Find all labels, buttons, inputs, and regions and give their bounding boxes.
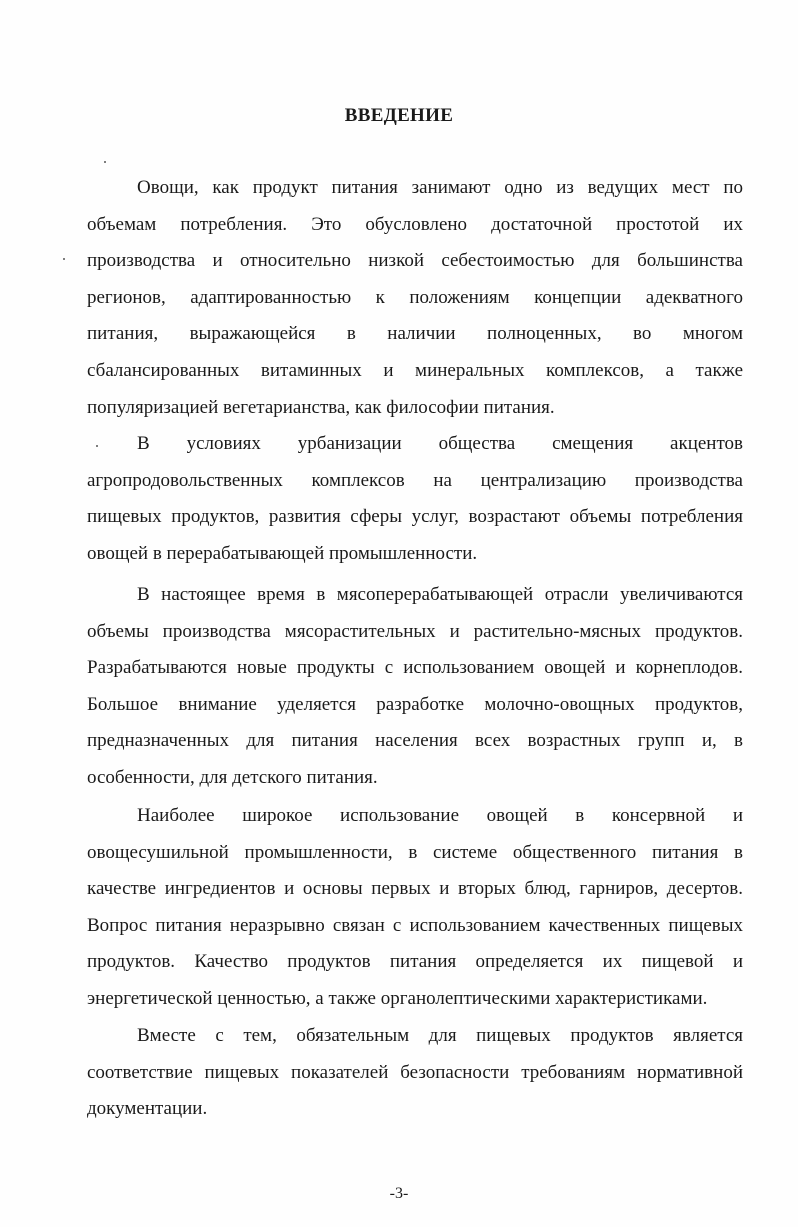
paragraph-line: продуктов. Качество продуктов питания определяется их пищевой и — [87, 951, 743, 973]
paragraph-line: Вопрос питания неразрывно связан с использованием качественных пищевых — [87, 914, 743, 936]
paragraph-line: объемам потребления. Это обусловлено достаточной простотой их — [87, 213, 743, 235]
paragraph-line: Большое внимание уделяется разработке молочно-овощных продуктов, — [87, 693, 743, 715]
page-title: ВВЕДЕНИЕ — [344, 105, 454, 126]
paragraph-line: производства и относительно низкой себестоимостью для большинства — [87, 250, 743, 272]
paragraph-line: предназначенных для питания населения всех возрастных групп и, в — [87, 730, 743, 752]
paragraph-4 — [87, 798, 743, 1018]
paragraph-line: документации. — [87, 1098, 208, 1120]
paragraph-line: соответствие пищевых показателей безопасности требованиям нормативной — [87, 1061, 743, 1083]
paragraph-line: популяризацией вегетарианства, как философии питания. — [87, 396, 555, 418]
paragraph-3 — [87, 577, 743, 797]
paragraph-line: Овощи, как продукт питания занимают одно из ведущих мест по — [137, 177, 743, 198]
paragraph-line: сбалансированных витаминных и минеральных комплексов, а также — [87, 359, 743, 381]
paragraph-2 — [87, 426, 743, 572]
paragraph-line: В условиях урбанизации общества смещения акцентов — [137, 433, 743, 454]
paragraph-1 — [87, 170, 743, 426]
scan-speck — [63, 258, 65, 260]
paragraph-line: качестве ингредиентов и основы первых и вторых блюд, гарниров, десертов. — [87, 878, 743, 900]
paragraph-line: овощей в перерабатывающей промышленности. — [87, 542, 478, 564]
paragraph-line: питания, выражающейся в наличии полноценных, во многом — [87, 323, 743, 345]
paragraph-line: агропродовольственных комплексов на централизацию производства — [87, 469, 743, 491]
paragraph-line: особенности, для детского питания. — [87, 766, 378, 788]
paragraph-line: овощесушильной промышленности, в системе общественного питания в — [87, 841, 743, 863]
paragraph-line: энергетической ценностью, а также органолептическими характеристиками. — [87, 987, 708, 1009]
paragraph-line: Наиболее широкое использование овощей в консервной и — [137, 805, 743, 826]
paragraph-5 — [87, 1018, 743, 1128]
paragraph-line: объемы производства мясорастительных и растительно-мясных продуктов. — [87, 620, 743, 642]
paragraph-line: регионов, адаптированностью к положениям концепции адекватного — [87, 286, 743, 308]
paragraph-line: пищевых продуктов, развития сферы услуг, возрастают объемы потребления — [87, 506, 743, 528]
scan-speck — [104, 161, 106, 163]
page-number: -3- — [389, 1185, 409, 1202]
paragraph-line: Разрабатываются новые продукты с использованием овощей и корнеплодов. — [87, 657, 743, 679]
paragraph-line: Вместе с тем, обязательным для пищевых продуктов является — [137, 1025, 743, 1046]
paragraph-line: В настоящее время в мясоперерабатывающей отрасли увеличиваются — [137, 584, 743, 605]
